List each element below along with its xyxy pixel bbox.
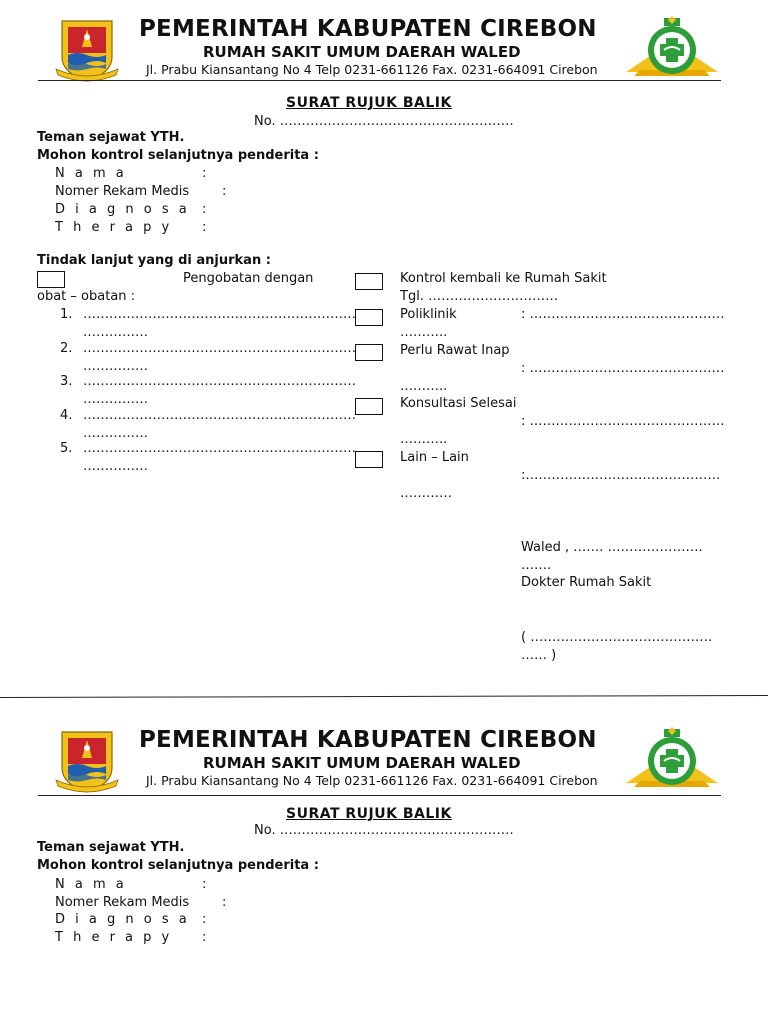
field-nama-sep: :	[202, 166, 207, 181]
med-item-1-line2: ……………	[83, 325, 148, 340]
field-nama-sep-copy: :	[202, 877, 207, 892]
greeting-copy: Teman sejawat YTH.	[37, 840, 185, 855]
med-item-4-line2: ……………	[83, 426, 148, 441]
checkbox-rawat-inap[interactable]	[355, 344, 383, 361]
field-rm-sep-copy: :	[222, 895, 227, 910]
checkbox-medication[interactable]	[37, 271, 65, 288]
option-lain-fill2: …………	[400, 486, 452, 501]
medication-label-2: obat – obatan :	[37, 289, 136, 304]
followup-heading: Tindak lanjut yang di anjurkan :	[37, 253, 271, 268]
cirebon-seal-logo-copy	[52, 728, 122, 794]
med-item-3-line: ………………………………………………………	[83, 374, 356, 389]
med-item-3-line2: ……………	[83, 392, 148, 407]
option-lain: Lain – Lain	[400, 450, 469, 465]
greeting: Teman sejawat YTH.	[37, 130, 185, 145]
med-item-1-line: ………………………………………………………	[83, 307, 356, 322]
header-address-copy: Jl. Prabu Kiansantang No 4 Telp 0231-661126 Fax. 0231-664091 Cirebon	[146, 773, 598, 788]
option-poliklinik: Poliklinik	[400, 307, 457, 322]
option-tgl: Tgl. …………………………	[400, 289, 559, 304]
hospital-logo	[624, 14, 720, 80]
letter-title-copy: SURAT RUJUK BALIK	[286, 806, 452, 822]
option-kontrol: Kontrol kembali ke Rumah Sakit	[400, 271, 607, 286]
field-diagnosa-sep-copy: :	[202, 912, 207, 927]
field-diagnosa-label: D i a g n o s a	[55, 202, 190, 217]
field-diagnosa-sep: :	[202, 202, 207, 217]
field-therapy-sep-copy: :	[202, 930, 207, 945]
med-item-2-num: 2.	[60, 341, 73, 356]
header-subtitle-copy: RUMAH SAKIT UMUM DAERAH WALED	[203, 754, 521, 772]
field-nama-label: N a m a	[55, 166, 127, 181]
letter-number: No. ………………………………………………	[254, 114, 514, 129]
cirebon-seal-logo	[52, 17, 122, 83]
signature-place2: …….	[521, 558, 552, 573]
header-subtitle: RUMAH SAKIT UMUM DAERAH WALED	[203, 43, 521, 61]
header-title-copy: PEMERINTAH KABUPATEN CIREBON	[139, 727, 597, 753]
hospital-logo-copy	[624, 725, 720, 791]
field-rm-label: Nomer Rekam Medis	[55, 184, 190, 199]
med-item-4-num: 4.	[60, 408, 73, 423]
option-poliklinik-fill: : ………………………………………	[521, 307, 725, 322]
option-rawat-inap: Perlu Rawat Inap	[400, 343, 510, 358]
field-therapy-label-copy: T h e r a p y	[55, 930, 173, 945]
signature-role: Dokter Rumah Sakit	[521, 575, 652, 590]
med-item-4-line: ………………………………………………………	[83, 408, 356, 423]
letter-title: SURAT RUJUK BALIK	[286, 95, 452, 111]
checkbox-kontrol[interactable]	[355, 273, 383, 290]
field-therapy-label: T h e r a p y	[55, 220, 173, 235]
checkbox-lain[interactable]	[355, 451, 383, 468]
checkbox-konsultasi[interactable]	[355, 398, 383, 415]
option-rawat-fill: : ………………………………………	[521, 361, 725, 376]
signature-place: Waled , ……. ………………….	[521, 540, 703, 555]
cut-line	[0, 695, 768, 698]
option-konsultasi-fill: : ………………………………………	[521, 414, 725, 429]
letter-number-copy: No. ………………………………………………	[254, 823, 514, 838]
field-therapy-sep: :	[202, 220, 207, 235]
option-lain-fill: :………………………………………	[521, 468, 721, 483]
option-konsultasi: Konsultasi Selesai	[400, 396, 517, 411]
signature-name2: …… )	[521, 648, 557, 663]
med-item-2-line: ………………………………………………………	[83, 341, 356, 356]
request-text: Mohon kontrol selanjutnya penderita :	[37, 148, 319, 163]
field-nama-label-copy: N a m a	[55, 877, 127, 892]
header-divider	[38, 80, 721, 81]
field-rm-label-copy: Nomer Rekam Medis	[55, 895, 190, 910]
option-konsultasi-fill2: ………..	[400, 432, 448, 447]
med-item-5-line2: ……………	[83, 459, 148, 474]
header-divider-copy	[38, 795, 721, 796]
field-diagnosa-label-copy: D i a g n o s a	[55, 912, 190, 927]
option-poliklinik-fill2: ………..	[400, 325, 448, 340]
med-item-3-num: 3.	[60, 374, 73, 389]
header-title: PEMERINTAH KABUPATEN CIREBON	[139, 16, 597, 42]
header-address: Jl. Prabu Kiansantang No 4 Telp 0231-661126 Fax. 0231-664091 Cirebon	[146, 62, 598, 77]
field-rm-sep: :	[222, 184, 227, 199]
medication-label-1: Pengobatan dengan	[183, 271, 314, 286]
signature-name: ( ……………………………………	[521, 630, 713, 645]
request-text-copy: Mohon kontrol selanjutnya penderita :	[37, 858, 319, 873]
med-item-5-num: 5.	[60, 441, 73, 456]
med-item-2-line2: ……………	[83, 359, 148, 374]
med-item-1-num: 1.	[60, 307, 73, 322]
option-rawat-fill2: ………..	[400, 379, 448, 394]
checkbox-poliklinik[interactable]	[355, 309, 383, 326]
med-item-5-line: ………………………………………………………	[83, 441, 356, 456]
